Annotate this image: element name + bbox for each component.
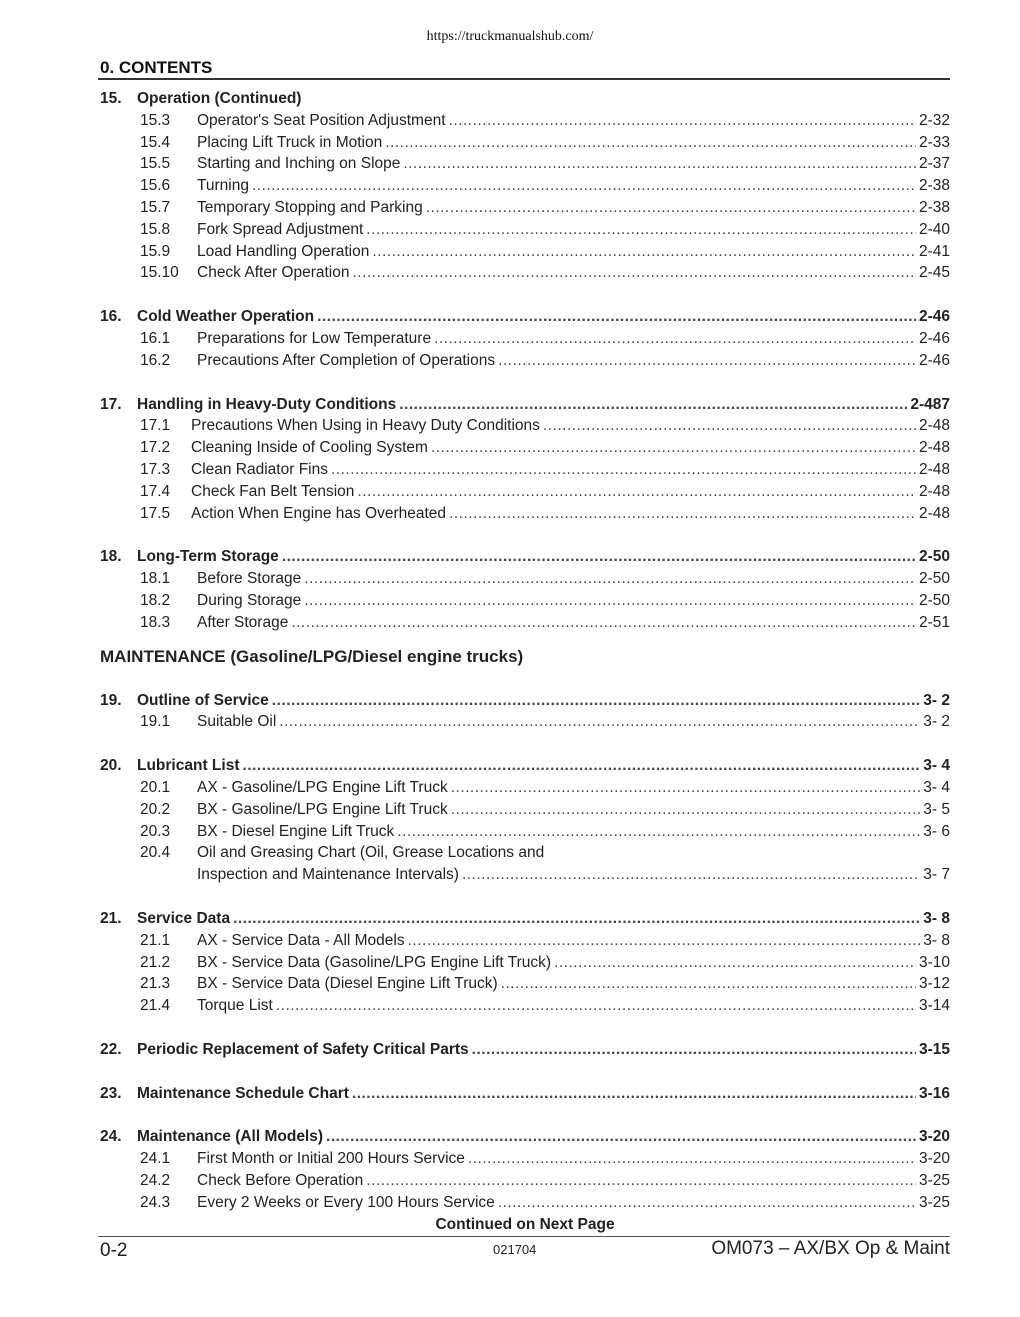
toc-entry-page: 2-48 bbox=[918, 439, 950, 457]
toc-entry-page: 3- 5 bbox=[923, 800, 950, 818]
toc-entry[interactable] bbox=[100, 437, 950, 459]
toc-entry-page: 2-38 bbox=[918, 198, 950, 216]
toc-section-heading[interactable] bbox=[100, 690, 950, 712]
toc-entry-page: 3-25 bbox=[918, 1193, 950, 1211]
toc-entry-page: 2-48 bbox=[918, 482, 950, 500]
section-spacer bbox=[100, 284, 950, 306]
dot-leader bbox=[498, 350, 916, 372]
toc-section-title: Long-Term Storage bbox=[137, 548, 279, 566]
dot-leader bbox=[304, 590, 916, 612]
toc-entry-title: Every 2 Weeks or Every 100 Hours Service bbox=[197, 1193, 495, 1211]
toc-section-title: Outline of Service bbox=[137, 691, 269, 709]
continued-note: Continued on Next Page bbox=[435, 1215, 615, 1233]
dot-leader bbox=[304, 568, 916, 590]
dot-leader bbox=[498, 1192, 916, 1214]
toc-entry-page: 3-14 bbox=[918, 997, 950, 1015]
toc-entry-number: 17.4 bbox=[140, 482, 171, 500]
toc-section-number: 16. bbox=[100, 308, 122, 326]
toc-entry[interactable] bbox=[100, 799, 950, 821]
toc-section-title: Maintenance Schedule Chart bbox=[137, 1084, 349, 1102]
dot-leader bbox=[291, 612, 916, 634]
dot-leader bbox=[451, 799, 921, 821]
toc-entry-number: 24.2 bbox=[140, 1172, 171, 1190]
toc-section bbox=[100, 755, 950, 886]
dot-leader bbox=[357, 481, 916, 503]
dot-leader bbox=[366, 1170, 916, 1192]
toc-entry-title: Precautions When Using in Heavy Duty Conditions bbox=[191, 417, 540, 435]
toc-section-page: 3- 4 bbox=[923, 757, 950, 775]
toc-entry[interactable] bbox=[100, 777, 950, 799]
toc-entry-number: 21.2 bbox=[140, 953, 171, 971]
toc-section-number: 23. bbox=[100, 1084, 122, 1102]
toc-section bbox=[100, 546, 950, 633]
footer-page-number: 0-2 bbox=[100, 1240, 128, 1261]
dot-leader bbox=[543, 415, 916, 437]
toc-entry[interactable] bbox=[100, 952, 950, 974]
toc-entry-title: Temporary Stopping and Parking bbox=[197, 198, 423, 216]
toc-entry-number: 17.2 bbox=[140, 439, 171, 457]
toc-entry-continuation[interactable] bbox=[100, 864, 950, 886]
toc-entry-number: 17.5 bbox=[140, 504, 171, 522]
toc-section-page: 2-487 bbox=[910, 395, 950, 413]
footer-divider bbox=[98, 1236, 950, 1237]
toc-entry[interactable] bbox=[100, 503, 950, 525]
toc-entry[interactable] bbox=[100, 842, 950, 864]
toc-entry-title: AX - Service Data - All Models bbox=[197, 931, 405, 949]
toc-entry[interactable] bbox=[100, 350, 950, 372]
toc-entry-number: 15.3 bbox=[140, 111, 171, 129]
toc-entry-number: 16.1 bbox=[140, 329, 171, 347]
toc-section-number: 22. bbox=[100, 1040, 122, 1058]
toc-entry-page: 3- 8 bbox=[923, 931, 950, 949]
toc-entry-number: 24.3 bbox=[140, 1193, 171, 1211]
toc-section-title: Cold Weather Operation bbox=[137, 308, 315, 326]
toc-section-heading[interactable] bbox=[100, 88, 950, 110]
toc-entry[interactable] bbox=[100, 459, 950, 481]
toc-entry-title: BX - Service Data (Diesel Engine Lift Truck) bbox=[197, 975, 498, 993]
toc-section-heading[interactable] bbox=[100, 546, 950, 568]
dot-leader bbox=[426, 197, 916, 219]
section-spacer bbox=[100, 1061, 950, 1083]
dot-leader bbox=[449, 503, 916, 525]
toc-section-page: 3-20 bbox=[918, 1128, 950, 1146]
toc-section-title: Maintenance (All Models) bbox=[137, 1128, 324, 1146]
toc-entry-number: 16.2 bbox=[140, 351, 171, 369]
toc-entry-title: Precautions After Completion of Operations bbox=[197, 351, 496, 369]
dot-leader bbox=[403, 153, 916, 175]
dot-leader bbox=[352, 1083, 916, 1105]
toc-entry-title: During Storage bbox=[197, 591, 302, 609]
dot-leader bbox=[317, 306, 916, 328]
toc-maintenance-group bbox=[100, 690, 950, 1214]
toc-entry-page: 3-20 bbox=[918, 1150, 950, 1168]
dot-leader bbox=[353, 262, 916, 284]
toc-section-heading[interactable] bbox=[100, 394, 950, 416]
toc-entry-page: 2-32 bbox=[918, 111, 950, 129]
dot-leader bbox=[554, 952, 916, 974]
toc-section bbox=[100, 908, 950, 1017]
toc-entry-page: 2-51 bbox=[918, 613, 950, 631]
toc-entry-page: 2-45 bbox=[918, 264, 950, 282]
toc-entry-page: 3-10 bbox=[918, 953, 950, 971]
toc-entry-page: 2-38 bbox=[918, 177, 950, 195]
toc-entry-page: 3- 4 bbox=[923, 778, 950, 796]
toc-section-page: 3-16 bbox=[918, 1084, 950, 1102]
toc-entry[interactable] bbox=[100, 481, 950, 503]
toc-entry-title: BX - Diesel Engine Lift Truck bbox=[197, 822, 395, 840]
dot-leader bbox=[451, 777, 921, 799]
section-spacer bbox=[100, 1017, 950, 1039]
toc-entry-page: 3- 6 bbox=[923, 822, 950, 840]
toc-section-page: 3- 8 bbox=[923, 909, 950, 927]
source-url[interactable]: https://truckmanualshub.com/ bbox=[426, 29, 594, 44]
toc-entry[interactable] bbox=[100, 153, 950, 175]
dot-leader bbox=[434, 328, 916, 350]
toc-entry[interactable] bbox=[100, 1148, 950, 1170]
toc-entry[interactable] bbox=[100, 711, 950, 733]
toc-entry-number: 17.3 bbox=[140, 460, 171, 478]
toc-entry-page: 3-25 bbox=[918, 1172, 950, 1190]
toc-entry-title: Oil and Greasing Chart (Oil, Grease Locations and bbox=[197, 844, 545, 862]
toc-entry-page: 2-41 bbox=[918, 242, 950, 260]
toc-entry[interactable] bbox=[100, 328, 950, 350]
toc-entry[interactable] bbox=[100, 1192, 950, 1214]
footer-doc-code: 021704 bbox=[493, 1242, 537, 1257]
toc-section-heading[interactable] bbox=[100, 1039, 950, 1061]
toc-section-number: 18. bbox=[100, 548, 122, 566]
toc-entry-number: 24.1 bbox=[140, 1150, 171, 1168]
toc-entry[interactable] bbox=[100, 219, 950, 241]
dot-leader bbox=[501, 973, 916, 995]
toc-section-heading[interactable] bbox=[100, 306, 950, 328]
toc-section bbox=[100, 1083, 950, 1105]
toc-section-heading[interactable] bbox=[100, 1083, 950, 1105]
dot-leader bbox=[399, 394, 907, 416]
toc-entry-number: 20.3 bbox=[140, 822, 171, 840]
dot-leader bbox=[276, 995, 916, 1017]
toc-entry-number: 19.1 bbox=[140, 713, 171, 731]
toc-section-title: Periodic Replacement of Safety Critical Parts bbox=[137, 1040, 469, 1058]
toc-entry-title: Check After Operation bbox=[197, 264, 350, 282]
toc-entry-title: Fork Spread Adjustment bbox=[197, 220, 364, 238]
toc-entry[interactable] bbox=[100, 590, 950, 612]
toc-entry-number: 15.4 bbox=[140, 133, 171, 151]
toc-entry-page: 2-40 bbox=[918, 220, 950, 238]
table-of-contents bbox=[100, 88, 950, 1234]
toc-entry-title: Torque List bbox=[197, 997, 273, 1015]
toc-operation-group bbox=[100, 88, 950, 634]
section-spacer bbox=[100, 886, 950, 908]
page-title: 0. CONTENTS bbox=[100, 58, 213, 77]
toc-entry-title: Preparations for Low Temperature bbox=[197, 329, 432, 347]
toc-section-number: 19. bbox=[100, 691, 122, 709]
toc-entry-number: 20.4 bbox=[140, 844, 171, 862]
toc-section-title: Service Data bbox=[137, 909, 231, 927]
toc-section-heading[interactable] bbox=[100, 908, 950, 930]
toc-section-number: 20. bbox=[100, 757, 122, 775]
toc-entry-number: 15.10 bbox=[140, 264, 179, 282]
toc-entry-title: After Storage bbox=[197, 613, 289, 631]
dot-leader bbox=[279, 711, 920, 733]
toc-entry-title: Check Fan Belt Tension bbox=[191, 482, 355, 500]
toc-section-page: 3-15 bbox=[918, 1040, 950, 1058]
dot-leader bbox=[397, 821, 920, 843]
toc-entry-title: BX - Service Data (Gasoline/LPG Engine Lift Truck) bbox=[197, 953, 552, 971]
toc-entry-number: 15.7 bbox=[140, 198, 171, 216]
toc-section-title: Operation (Continued) bbox=[137, 90, 302, 107]
toc-entry-number: 18.3 bbox=[140, 613, 171, 631]
toc-entry[interactable] bbox=[100, 241, 950, 263]
toc-section-heading[interactable] bbox=[100, 1126, 950, 1148]
toc-entry-title: Cleaning Inside of Cooling System bbox=[191, 439, 428, 457]
dot-leader bbox=[272, 690, 920, 712]
toc-entry-number: 15.5 bbox=[140, 155, 171, 173]
toc-entry-page: 3- 2 bbox=[923, 713, 950, 731]
toc-entry-number: 20.1 bbox=[140, 778, 171, 796]
dot-leader bbox=[449, 110, 916, 132]
toc-entry-number: 21.4 bbox=[140, 997, 171, 1015]
toc-entry-title: Operator's Seat Position Adjustment bbox=[197, 111, 446, 129]
dot-leader bbox=[408, 930, 921, 952]
toc-entry-number: 15.9 bbox=[140, 242, 171, 260]
dot-leader bbox=[233, 908, 920, 930]
toc-section-page: 3- 2 bbox=[923, 691, 950, 709]
dot-leader bbox=[282, 546, 916, 568]
toc-entry[interactable] bbox=[100, 973, 950, 995]
toc-entry[interactable] bbox=[100, 175, 950, 197]
toc-entry-number: 18.1 bbox=[140, 570, 171, 588]
toc-entry-title: AX - Gasoline/LPG Engine Lift Truck bbox=[197, 778, 448, 796]
toc-entry[interactable] bbox=[100, 995, 950, 1017]
toc-section bbox=[100, 88, 950, 284]
toc-entry-title: BX - Gasoline/LPG Engine Lift Truck bbox=[197, 800, 448, 818]
toc-entry-page: 2-48 bbox=[918, 417, 950, 435]
dot-leader bbox=[242, 755, 920, 777]
section-spacer bbox=[100, 733, 950, 755]
toc-entry-page: 2-46 bbox=[918, 351, 950, 369]
toc-entry-number: 17.1 bbox=[140, 417, 171, 435]
toc-entry-number: 15.6 bbox=[140, 177, 171, 195]
toc-section-number: 24. bbox=[100, 1128, 122, 1146]
toc-entry[interactable] bbox=[100, 821, 950, 843]
dot-leader bbox=[331, 459, 916, 481]
toc-section bbox=[100, 306, 950, 371]
toc-entry[interactable] bbox=[100, 415, 950, 437]
toc-entry[interactable] bbox=[100, 197, 950, 219]
toc-entry-number: 20.2 bbox=[140, 800, 171, 818]
toc-section-number: 17. bbox=[100, 395, 122, 413]
toc-entry[interactable] bbox=[100, 612, 950, 634]
toc-section-page: 2-50 bbox=[918, 548, 950, 566]
toc-entry-title: First Month or Initial 200 Hours Service bbox=[197, 1150, 465, 1168]
toc-section bbox=[100, 394, 950, 525]
toc-entry-title: Before Storage bbox=[197, 570, 302, 588]
toc-section-title: Lubricant List bbox=[137, 757, 240, 775]
toc-entry-page: 2-37 bbox=[918, 155, 950, 173]
dot-leader bbox=[472, 1039, 916, 1061]
section-spacer bbox=[100, 372, 950, 394]
toc-entry[interactable] bbox=[100, 132, 950, 154]
toc-section-number: 15. bbox=[100, 90, 122, 107]
toc-section bbox=[100, 1126, 950, 1213]
toc-entry-title-line2: Inspection and Maintenance Intervals) bbox=[197, 866, 459, 884]
toc-entry-title: Turning bbox=[197, 177, 249, 195]
toc-entry-title: Clean Radiator Fins bbox=[191, 460, 328, 478]
dot-leader bbox=[385, 132, 916, 154]
toc-entry[interactable] bbox=[100, 930, 950, 952]
toc-entry[interactable] bbox=[100, 568, 950, 590]
toc-entry-page: 2-50 bbox=[918, 591, 950, 609]
toc-entry-page: 3- 7 bbox=[923, 866, 950, 884]
dot-leader bbox=[431, 437, 916, 459]
title-divider bbox=[98, 78, 950, 80]
toc-entry-page: 3-12 bbox=[918, 975, 950, 993]
dot-leader bbox=[462, 864, 920, 886]
toc-entry-page: 2-46 bbox=[918, 329, 950, 347]
toc-entry-title: Starting and Inching on Slope bbox=[197, 155, 401, 173]
dot-leader bbox=[372, 241, 916, 263]
toc-entry-title: Load Handling Operation bbox=[197, 242, 370, 260]
dot-leader bbox=[326, 1126, 916, 1148]
toc-entry-page: 2-33 bbox=[918, 133, 950, 151]
toc-entry-number: 15.8 bbox=[140, 220, 171, 238]
toc-entry-title: Action When Engine has Overheated bbox=[191, 504, 447, 522]
toc-entry-title: Placing Lift Truck in Motion bbox=[197, 133, 383, 151]
dot-leader bbox=[366, 219, 916, 241]
toc-entry-page: 2-48 bbox=[918, 504, 950, 522]
toc-entry[interactable] bbox=[100, 262, 950, 284]
toc-section-number: 21. bbox=[100, 909, 122, 927]
toc-entry-page: 2-48 bbox=[918, 460, 950, 478]
section-spacer bbox=[100, 1104, 950, 1126]
toc-section-heading[interactable] bbox=[100, 755, 950, 777]
toc-section bbox=[100, 1039, 950, 1061]
toc-entry-number: 21.1 bbox=[140, 931, 171, 949]
toc-entry-page: 2-50 bbox=[918, 570, 950, 588]
toc-entry-number: 21.3 bbox=[140, 975, 171, 993]
toc-entry[interactable] bbox=[100, 110, 950, 132]
toc-entry-title: Suitable Oil bbox=[197, 713, 277, 731]
footer-manual-title: OM073 – AX/BX Op & Maint bbox=[711, 1238, 950, 1259]
dot-leader bbox=[252, 175, 916, 197]
toc-entry-title: Check Before Operation bbox=[197, 1172, 364, 1190]
dot-leader bbox=[468, 1148, 916, 1170]
toc-section-title: Handling in Heavy-Duty Conditions bbox=[137, 395, 397, 413]
maintenance-heading: MAINTENANCE (Gasoline/LPG/Diesel engine trucks) bbox=[100, 646, 524, 666]
toc-section-page: 2-46 bbox=[918, 308, 950, 326]
section-spacer bbox=[100, 524, 950, 546]
toc-entry[interactable] bbox=[100, 1170, 950, 1192]
toc-entry-number: 18.2 bbox=[140, 591, 171, 609]
toc-section bbox=[100, 690, 950, 734]
